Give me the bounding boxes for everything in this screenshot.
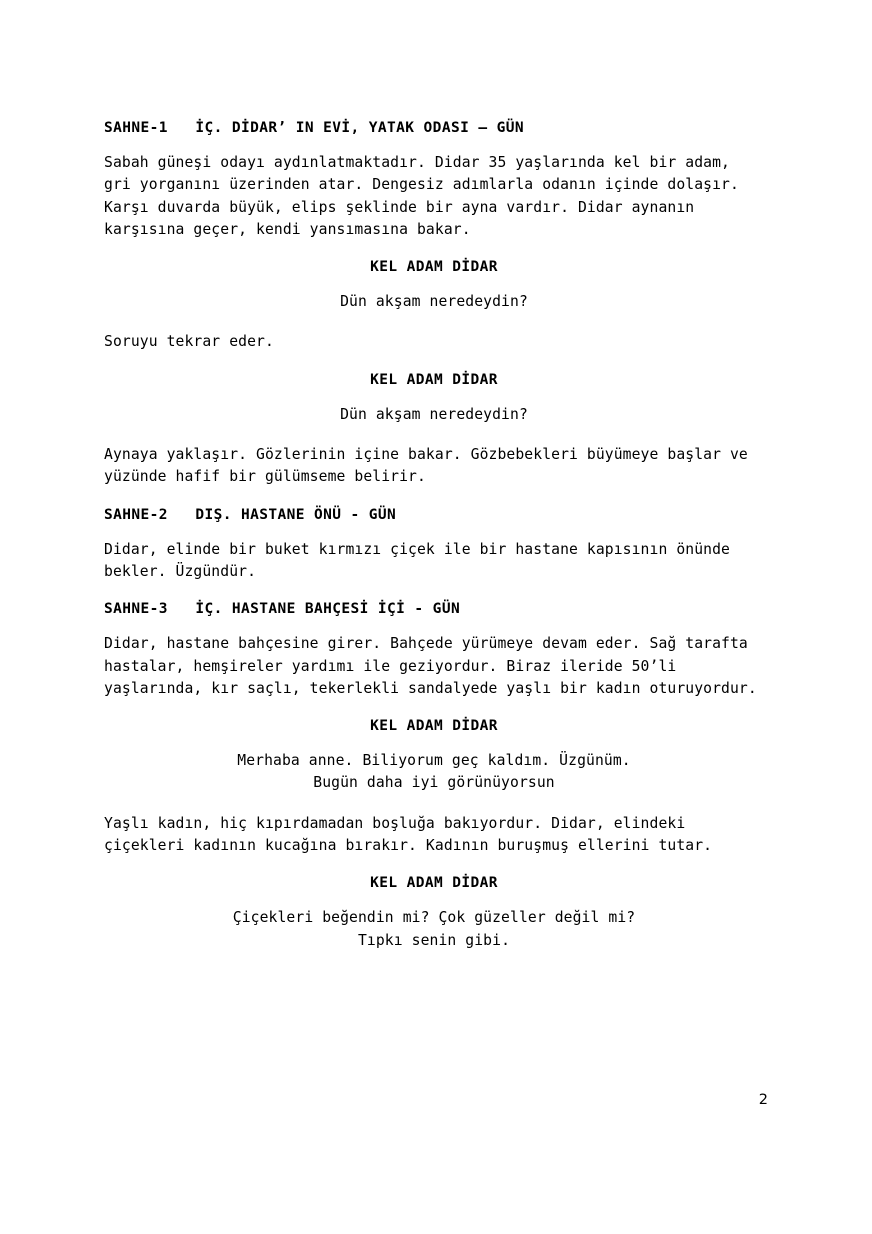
- scene-heading: [104, 507, 764, 523]
- action-paragraph: Didar, elinde bir buket kırmızı çiçek ile bir hastane kapısının önünde bekler. Üzgündür.: [104, 540, 739, 580]
- character-cue-row: [104, 259, 764, 275]
- character-cue-row: [104, 718, 764, 734]
- dialogue-line: Merhaba anne. Biliyorum geç kaldım. Üzgünüm. Bugün daha iyi görünüyorsun: [237, 752, 640, 792]
- character-cue-row: [104, 372, 764, 388]
- action-paragraph: Sabah güneşi odayı aydınlatmaktadır. Didar 35 yaşlarında kel bir adam, gri yorganını üzerinden atar. Dengesiz adımlarla odanın içinde dolaşır. Karşı duvarda büyük, elips şeklinde bir ayna vardır. Didar aynanın karşısına geçer, kendi yansımasına bakar.: [104, 154, 748, 238]
- action-paragraph: Didar, hastane bahçesine girer. Bahçede yürümeye devam eder. Sağ tarafta hastalar, hemşireler yardımı ile geziyordur. Biraz ileride 50’li yaşlarında, kır saçlı, tekerlekli sandalyede yaşlı bir kadın oturuyordur.: [104, 635, 757, 697]
- action-paragraph: Soruyu tekrar eder.: [104, 333, 274, 351]
- scene-heading: [104, 601, 764, 617]
- character-cue: KEL ADAM DİDAR: [370, 718, 498, 735]
- scene-heading-text: DIŞ. HASTANE ÖNÜ - GÜN: [195, 506, 397, 523]
- scene-heading-text: İÇ. DİDAR’ IN EVİ, YATAK ODASI — GÜN: [195, 120, 524, 136]
- scene-number: SAHNE-2: [104, 506, 168, 523]
- character-cue: KEL ADAM DİDAR: [370, 371, 498, 388]
- dialogue-line: Çiçekleri beğendin mi? Çok güzeller değil mi? Tıpkı senin gibi.: [232, 909, 645, 949]
- action-paragraph: Yaşlı kadın, hiç kıpırdamadan boşluğa bakıyordur. Didar, elindeki çiçekleri kadının kucağına bırakır. Kadının buruşmuş ellerini tutar.: [104, 814, 713, 855]
- scene-heading: [104, 120, 764, 136]
- page-number: 2: [758, 1092, 768, 1108]
- dialogue-line: Dün akşam neredeydin?: [340, 293, 528, 311]
- scene-number: SAHNE-1: [104, 120, 168, 136]
- dialogue-line: Dün akşam neredeydin?: [340, 405, 528, 423]
- character-cue: KEL ADAM DİDAR: [370, 259, 498, 276]
- character-cue-row: [104, 875, 764, 891]
- character-cue: KEL ADAM DİDAR: [370, 875, 498, 892]
- screenplay-body: [104, 120, 764, 970]
- scene-number: SAHNE-3: [104, 601, 168, 618]
- action-paragraph: Aynaya yaklaşır. Gözlerinin içine bakar. Gözbebekleri büyümeye başlar ve yüzünde hafif bir gülümseme belirir.: [104, 446, 757, 486]
- scene-heading-text: İÇ. HASTANE BAHÇESİ İÇİ - GÜN: [195, 601, 461, 618]
